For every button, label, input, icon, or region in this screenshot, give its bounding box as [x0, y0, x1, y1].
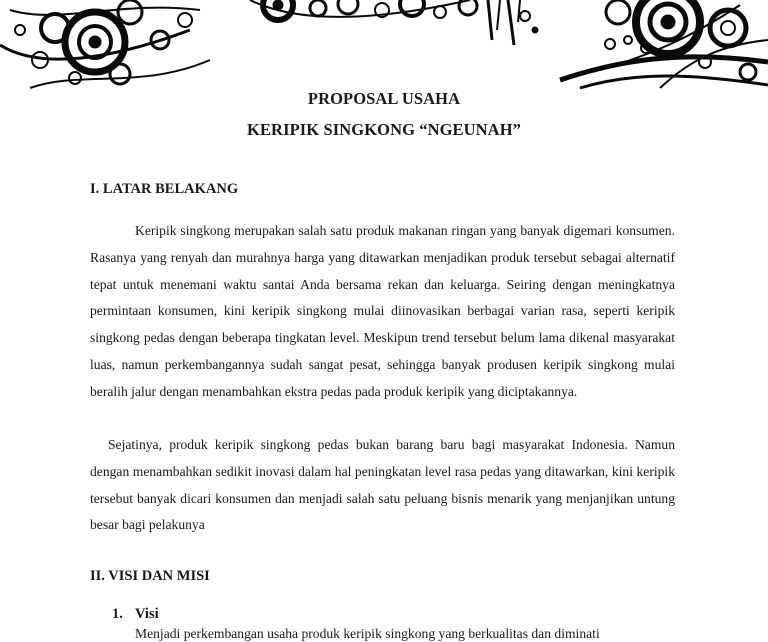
document-title: PROPOSAL USAHA	[307, 89, 461, 108]
paragraph-latar-belakang-2: Sejatinya, produk keripik singkong pedas bukan barang baru bagi masyarakat Indonesia. Namun dengan menambahkan sedikit inovasi dalam hal peningkatan level rasa pedas yang ditawarkan, kini keripik tersebut banyak dicari konsumen dan menjadi salah satu peluang bisnis menarik yang menjanjikan untung besar bagi pelakunya	[90, 437, 675, 533]
section-heading-visi-misi: II. VISI DAN MISI	[90, 568, 210, 584]
paragraph-latar-belakang-1: Keripik singkong merupakan salah satu produk makanan ringan yang banyak digemari konsumen. Rasanya yang renyah dan murahnya harga yang ditawarkan menjadikan produk tersebut sebagai alternatif tepat untuk menemani waktu santai Anda bersama rekan dan keluarga. Seiring dengan meningkatnya permintaan konsumen, kini keripik singkong mulai diinovasikan berbagai varian rasa, seperti keripik singkong pedas dengan beberapa tingkatan level. Meskipun trend tersebut belum lama dikenal masyarakat luas, namun perkembangannya sudah sangat pesat, sehingga banyak produsen keripik singkong mulai beralih jalur dengan menambahkan ekstra pedas pada produk keripik yang diciptakannya.	[90, 223, 675, 399]
visi-text-partial: Menjadi perkembangan usaha produk keripik singkong yang berkualitas dan diminati	[135, 626, 600, 641]
list-label: Visi	[135, 606, 159, 622]
list-number: 1.	[112, 606, 123, 622]
section-heading-latar-belakang: I. LATAR BELAKANG	[90, 181, 239, 197]
decorative-header-banner	[0, 0, 768, 92]
list-item-visi	[112, 606, 159, 623]
document-subtitle: KERIPIK SINGKONG “NGEUNAH”	[247, 120, 521, 139]
